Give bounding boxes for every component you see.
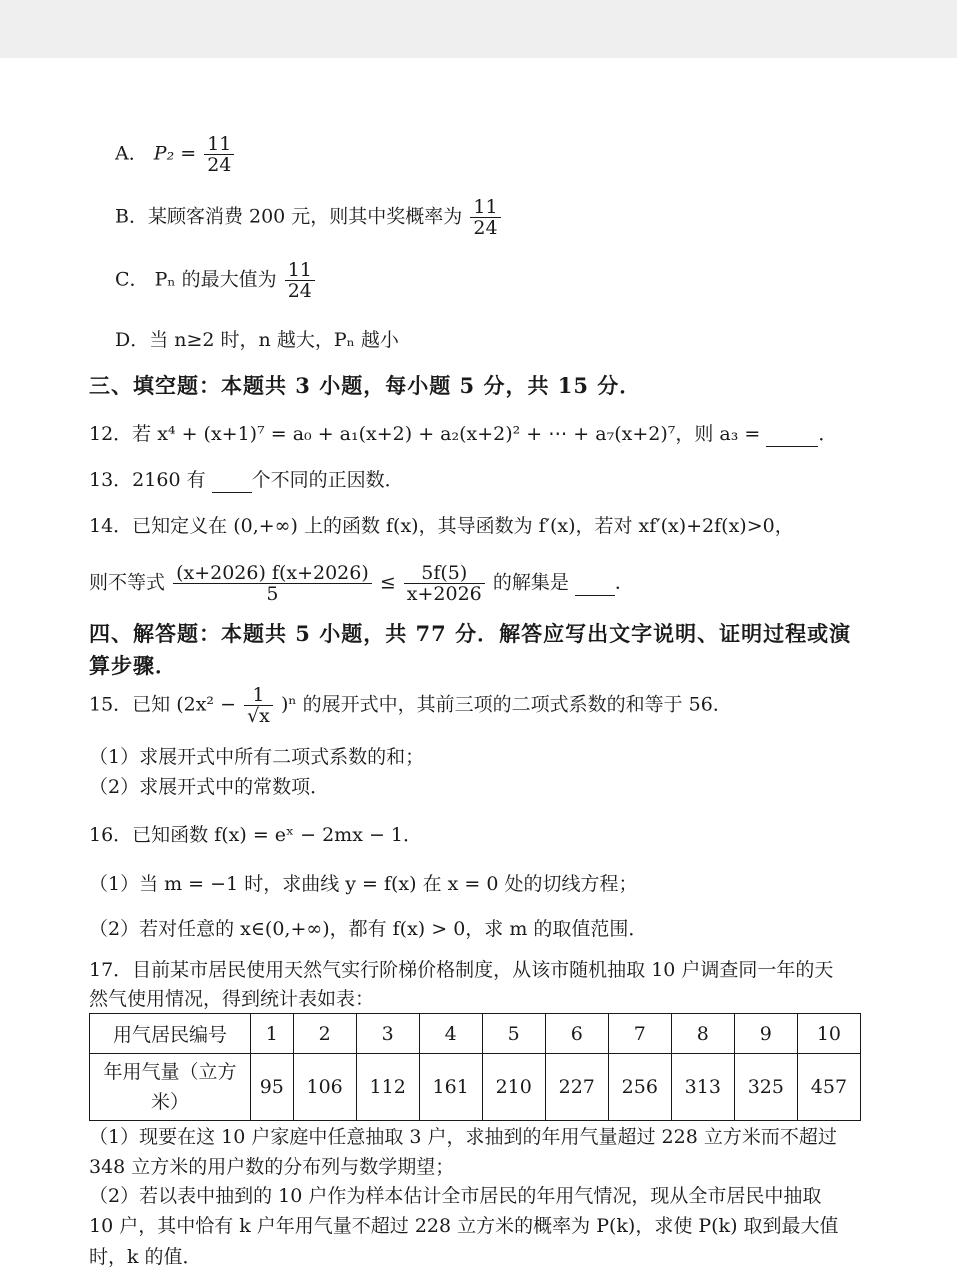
question-14-fraction-2-numerator: 5f(5): [404, 563, 485, 584]
table-cell-volume: 112: [356, 1054, 419, 1121]
table-cell-id: 4: [419, 1014, 482, 1054]
section-3-heading: 三、填空题：本题共 3 小题，每小题 5 分，共 15 分．: [89, 373, 642, 398]
question-13-prefix: 13．2160 有: [89, 469, 206, 491]
option-d: D．当 n≥2 时，n 越大，Pₙ 越小: [115, 329, 399, 351]
table-header-id: 用气居民编号: [90, 1014, 251, 1054]
gas-usage-table: [89, 1013, 861, 1121]
option-b-fraction: [470, 197, 500, 238]
option-a: [115, 134, 236, 175]
question-15-part-1: （1）求展开式中所有二项式系数的和；: [89, 746, 425, 768]
table-cell-volume: 210: [482, 1054, 545, 1121]
table-cell-id: 8: [671, 1014, 734, 1054]
question-15-numerator: 1: [244, 685, 273, 706]
table-cell-volume: 313: [671, 1054, 734, 1121]
question-17-part-2-line-3: 时，k 的值．: [89, 1246, 202, 1268]
top-bar: [0, 0, 957, 58]
option-c-denominator: 24: [287, 280, 312, 302]
option-b-text: B．某顾客消费 200 元，则其中奖概率为: [115, 205, 463, 228]
question-16-part-1: （1）当 m = −1 时，求曲线 y = f(x) 在 x = 0 处的切线方程；: [89, 873, 638, 895]
option-a-label: A．: [115, 142, 148, 165]
question-12-end: ．: [818, 423, 838, 445]
question-14-blank: [575, 571, 615, 596]
option-c-numerator: 11: [285, 260, 315, 281]
option-a-numerator: 11: [204, 134, 234, 155]
question-17-part-1-line-1: （1）现要在这 10 户家庭中任意抽取 3 户，求抽到的年用气量超过 228 立方米而不超过: [89, 1126, 837, 1148]
section-4-heading-line-1: 四、解答题：本题共 5 小题，共 77 分．解答应写出文字说明、证明过程或演: [89, 621, 852, 646]
question-14-prefix: 则不等式: [89, 571, 166, 594]
question-17-part-2-line-1: （2）若以表中抽到的 10 户作为样本估计全市居民的年用气情况，现从全市居民中抽取: [89, 1185, 822, 1207]
question-12: [89, 422, 837, 447]
question-15: [89, 685, 732, 726]
table-header-volume: 年用气量（立方米）: [90, 1054, 251, 1121]
option-b: [115, 197, 503, 238]
question-13: [89, 468, 404, 493]
table-cell-id: 3: [356, 1014, 419, 1054]
table-cell-volume: 227: [545, 1054, 608, 1121]
question-14-fraction-1: [173, 563, 372, 604]
question-15-suffix: )ⁿ 的展开式中，其前三项的二项式系数的和等于 56．: [280, 693, 732, 716]
question-14-line-2: [89, 563, 634, 604]
question-17-line-2: 然气使用情况，得到统计表如表：: [89, 988, 375, 1010]
table-cell-id: 9: [734, 1014, 797, 1054]
question-15-part-2: （2）求展开式中的常数项．: [89, 776, 330, 798]
question-17-part-1-line-2: 348 立方米的用户数的分布列与数学期望；: [89, 1156, 455, 1178]
table-cell-id: 7: [608, 1014, 671, 1054]
question-14-fraction-2: [404, 563, 485, 604]
question-14-le-sign: ≤: [379, 571, 396, 594]
question-13-suffix: 个不同的正因数．: [251, 469, 404, 491]
question-15-denominator: √x: [247, 705, 270, 727]
table-cell-id: 5: [482, 1014, 545, 1054]
question-17-line-1: 17．目前某市居民使用天然气实行阶梯价格制度，从该市随机抽取 10 户调查同一年的天: [89, 959, 834, 981]
option-c: [115, 260, 317, 301]
question-14-suffix: 的解集是: [492, 571, 569, 594]
table-cell-id: 2: [293, 1014, 356, 1054]
option-c-label: C．: [115, 268, 149, 291]
table-row-volumes: [90, 1054, 861, 1121]
question-13-blank: [212, 468, 252, 493]
question-17-part-2-line-2: 10 户，其中恰有 k 户年用气量不超过 228 立方米的概率为 P(k)，求使 P(k) 取到最大值: [89, 1215, 839, 1237]
section-4-heading-line-2: 算步骤．: [89, 653, 177, 678]
table-cell-volume: 161: [419, 1054, 482, 1121]
table-cell-volume: 256: [608, 1054, 671, 1121]
option-a-lhs: P₂ =: [153, 142, 197, 165]
question-12-blank: [766, 422, 818, 447]
question-14-fraction-1-numerator: (x+2026) f(x+2026): [173, 563, 372, 584]
option-c-text: Pₙ 的最大值为: [154, 268, 277, 291]
table-cell-volume: 325: [734, 1054, 797, 1121]
table-cell-volume: 106: [293, 1054, 356, 1121]
question-14-line-1: 14．已知定义在 (0,+∞) 上的函数 f(x)，其导函数为 f′(x)，若对 xf′(x)+2f(x)>0，: [89, 515, 794, 537]
question-14-fraction-2-denominator: x+2026: [406, 583, 482, 605]
option-c-fraction: [285, 260, 315, 301]
option-a-fraction: [204, 134, 234, 175]
option-a-denominator: 24: [207, 154, 232, 176]
table-cell-volume: 457: [797, 1054, 860, 1121]
option-b-numerator: 11: [470, 197, 500, 218]
option-b-denominator: 24: [473, 217, 498, 239]
question-14-end: ．: [614, 571, 634, 594]
question-16-part-2: （2）若对任意的 x∈(0,+∞)，都有 f(x) > 0，求 m 的取值范围．: [89, 918, 648, 940]
question-14-fraction-1-denominator: 5: [266, 583, 279, 605]
question-15-prefix: 15．已知 (2x² −: [89, 693, 237, 716]
question-12-text: 12．若 x⁴ + (x+1)⁷ = a₀ + a₁(x+2) + a₂(x+2)² + ⋯ + a₇(x+2)⁷，则 a₃ =: [89, 423, 761, 445]
table-cell-id: 10: [797, 1014, 860, 1054]
table-cell-volume: 95: [251, 1054, 294, 1121]
question-16: 16．已知函数 f(x) = eˣ − 2mx − 1．: [89, 824, 422, 846]
table-row-ids: [90, 1014, 861, 1054]
table-cell-id: 6: [545, 1014, 608, 1054]
question-15-fraction: [244, 685, 273, 726]
table-cell-id: 1: [251, 1014, 294, 1054]
